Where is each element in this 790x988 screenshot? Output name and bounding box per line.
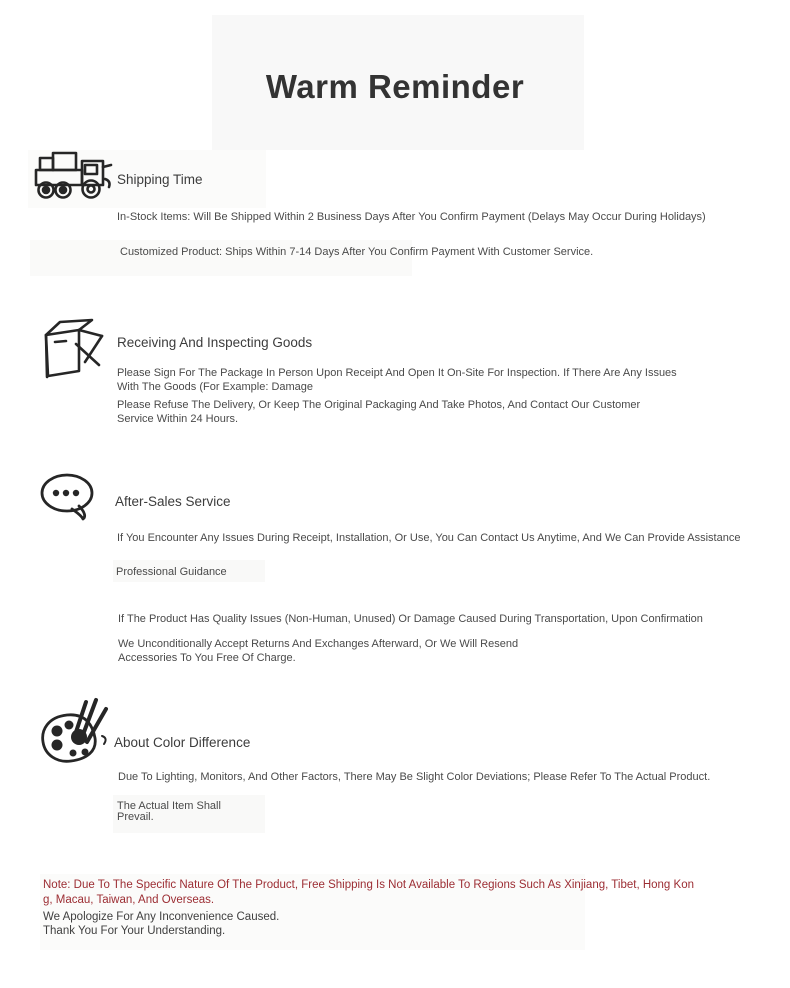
shipping-line-instock: In-Stock Items: Will Be Shipped Within 2 Business Days After You Confirm Payment (Delays May Occur During Holidays) <box>117 211 706 223</box>
section-heading-receiving: Receiving And Inspecting Goods <box>117 335 313 350</box>
truck-icon <box>33 149 115 203</box>
note-red-line-2: g, Macau, Taiwan, And Overseas. <box>43 894 215 906</box>
note-apology-line: We Apologize For Any Inconvenience Caused. <box>43 911 280 923</box>
section-heading-shipping-time: Shipping Time <box>117 172 203 187</box>
shipping-line-customized: Customized Product: Ships Within 7-14 Days After You Confirm Payment With Customer Service. <box>120 246 594 258</box>
palette-icon <box>36 696 114 770</box>
receiving-line-1: Please Sign For The Package In Person Upon Receipt And Open It On-Site For Inspection. If There Are Any Issues <box>117 367 677 379</box>
color-line-lighting: Due To Lighting, Monitors, And Other Factors, There May Be Slight Color Deviations; Please Refer To The Actual Product. <box>118 771 711 783</box>
section-heading-color-difference: About Color Difference <box>114 735 251 750</box>
section-heading-after-sales: After-Sales Service <box>115 494 231 509</box>
color-line-actual-2: Prevail. <box>117 811 154 823</box>
note-thanks-line: Thank You For Your Understanding. <box>43 925 226 937</box>
after-sales-line-guidance: Professional Guidance <box>116 566 227 578</box>
after-sales-line-returns-2: Accessories To You Free Of Charge. <box>118 652 296 664</box>
note-red-line-1: Note: Due To The Specific Nature Of The Product, Free Shipping Is Not Available To Regions Such As Xinjiang, Tibet, Hong Kon <box>43 879 694 891</box>
color-line-actual-1: The Actual Item Shall <box>117 800 221 812</box>
open-box-icon <box>38 315 112 385</box>
page-title: Warm Reminder <box>265 68 525 105</box>
chat-bubble-icon <box>38 471 102 527</box>
receiving-line-2: With The Goods (For Example: Damage <box>117 381 314 393</box>
after-sales-line-quality: If The Product Has Quality Issues (Non-Human, Unused) Or Damage Caused During Transportation, Upon Confirmation <box>118 613 703 625</box>
receiving-line-4: Service Within 24 Hours. <box>117 413 239 425</box>
after-sales-line-contact: If You Encounter Any Issues During Receipt, Installation, Or Use, You Can Contact Us Anytime, And We Can Provide Assistance <box>117 532 741 544</box>
after-sales-line-returns-1: We Unconditionally Accept Returns And Exchanges Afterward, Or We Will Resend <box>118 638 519 650</box>
receiving-line-3: Please Refuse The Delivery, Or Keep The Original Packaging And Take Photos, And Contact Our Customer <box>117 399 641 411</box>
